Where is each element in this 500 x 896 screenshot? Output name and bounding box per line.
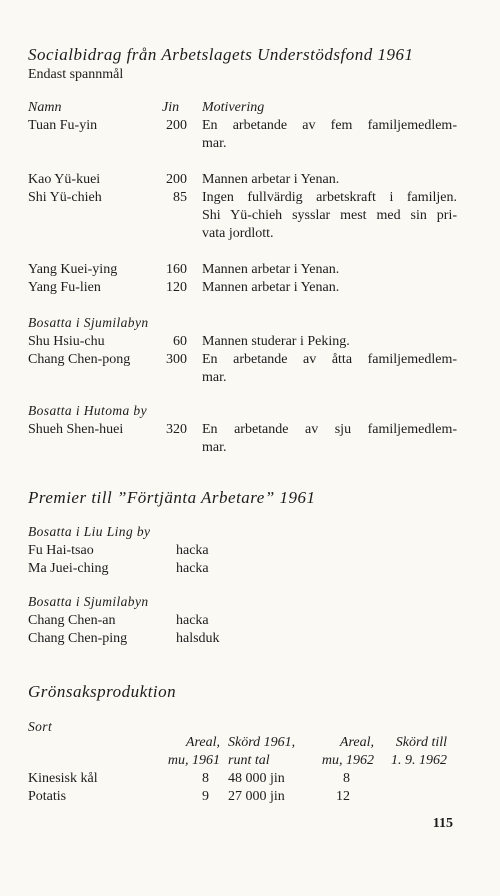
section-title-vegetables: Grönsaksproduktion	[28, 682, 177, 701]
column-header-sort: Sort	[28, 719, 53, 734]
list-item-name: Chang Chen-an	[28, 613, 116, 628]
column-header-jin: Jin	[162, 100, 180, 115]
table-row-motivation-line: En arbetande av fem familjemedlem-	[202, 118, 457, 133]
section-title-social-aid: Socialbidrag från Arbetslagets Understödsfond 1961	[28, 45, 414, 64]
table-row-jin: 120	[166, 280, 187, 295]
list-item-award: hacka	[176, 561, 209, 576]
table-row-areal-1961: 8	[202, 771, 209, 786]
column-header-harvest-to-date: Skörd till	[395, 735, 447, 750]
table-row-harvest-1961: 48 000 jin	[228, 771, 285, 786]
table-row-motivation-line: En arbetande av sju familjemedlem-	[202, 422, 457, 437]
table-row-name: Tuan Fu-yin	[28, 118, 98, 133]
table-row-areal-1961: 9	[202, 789, 209, 804]
table-row-motivation-line: Mannen studerar i Peking.	[202, 334, 350, 349]
table-row-name: Shu Hsiu-chu	[28, 334, 105, 349]
table-row-areal-1962: 8	[343, 771, 350, 786]
list-item-award: hacka	[176, 543, 209, 558]
list-item-name: Chang Chen-ping	[28, 631, 128, 646]
table-row-motivation-line: vata jordlott.	[202, 226, 274, 241]
table-row-jin: 320	[166, 422, 187, 437]
list-item-award: hacka	[176, 613, 209, 628]
column-header-motivation: Motivering	[202, 100, 265, 115]
list-item-name: Fu Hai-tsao	[28, 543, 94, 558]
table-row-motivation-line: Mannen arbetar i Yenan.	[202, 172, 340, 187]
table-row-sort: Potatis	[28, 789, 67, 804]
group-heading-sjumilabyn: Bosatta i Sjumilabyn	[28, 315, 149, 330]
column-header-areal-1962: Areal,	[339, 735, 374, 750]
column-header-name: Namn	[28, 100, 62, 115]
table-row-motivation-line: Mannen arbetar i Yenan.	[202, 262, 340, 277]
list-item-award: halsduk	[176, 631, 220, 646]
table-row-jin: 85	[173, 190, 187, 205]
table-row-name: Yang Fu-lien	[28, 280, 101, 295]
table-row-motivation-line: Shi Yü-chieh sysslar mest med sin pri-	[202, 208, 457, 223]
table-row-jin: 200	[166, 172, 187, 187]
page-number: 115	[432, 816, 453, 831]
table-row-name: Yang Kuei-ying	[28, 262, 118, 277]
list-item-name: Ma Juei-ching	[28, 561, 109, 576]
table-row-name: Chang Chen-pong	[28, 352, 131, 367]
group-heading-liuling: Bosatta i Liu Ling by	[28, 524, 151, 539]
table-row-motivation-line: mar.	[202, 136, 227, 151]
table-row-jin: 300	[166, 352, 187, 367]
section-title-premiums: Premier till ”Förtjänta Arbetare” 1961	[28, 488, 316, 507]
column-header-harvest-1961-note: runt tal	[228, 753, 270, 768]
table-row-motivation-line: Ingen fullvärdig arbetskraft i familjen.	[202, 190, 457, 205]
table-row-sort: Kinesisk kål	[28, 771, 98, 786]
table-row-jin: 160	[166, 262, 187, 277]
table-row-name: Kao Yü-kuei	[28, 172, 101, 187]
table-row-areal-1962: 12	[336, 789, 350, 804]
column-header-harvest-date: 1. 9. 1962	[391, 753, 447, 768]
column-header-harvest-1961: Skörd 1961,	[228, 735, 296, 750]
table-row-motivation-line: mar.	[202, 370, 227, 385]
table-row-jin: 200	[166, 118, 187, 133]
table-row-harvest-1961: 27 000 jin	[228, 789, 285, 804]
table-row-name: Shi Yü-chieh	[28, 190, 102, 205]
group-heading-hutoma: Bosatta i Hutoma by	[28, 403, 147, 418]
group-heading-sjumilabyn: Bosatta i Sjumilabyn	[28, 594, 149, 609]
table-row-jin: 60	[173, 334, 187, 349]
table-row-motivation-line: Mannen arbetar i Yenan.	[202, 280, 340, 295]
section-subtitle: Endast spannmål	[28, 67, 124, 82]
table-row-name: Shueh Shen-huei	[28, 422, 124, 437]
column-header-areal-1962-unit: mu, 1962	[321, 753, 374, 768]
table-row-motivation-line: En arbetande av åtta familjemedlem-	[202, 352, 457, 367]
column-header-areal-1961: Areal,	[185, 735, 220, 750]
table-row-motivation-line: mar.	[202, 440, 227, 455]
column-header-areal-1961-unit: mu, 1961	[167, 753, 220, 768]
